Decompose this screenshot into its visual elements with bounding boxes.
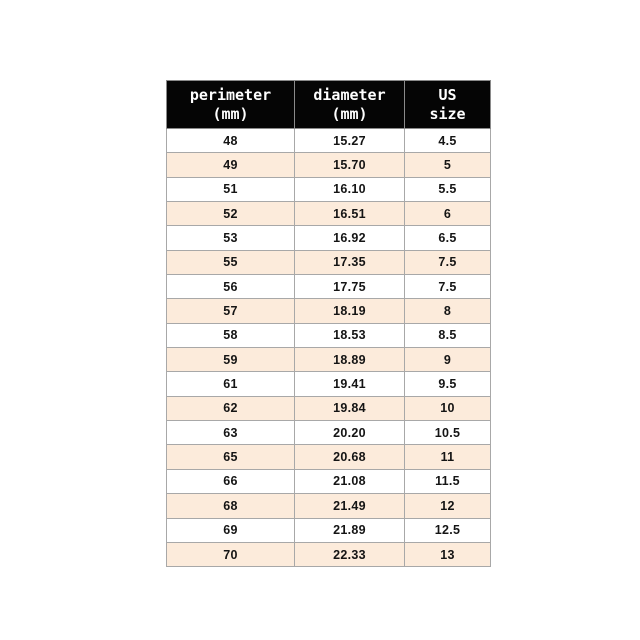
perimeter-cell: 58 xyxy=(167,323,295,347)
table-row xyxy=(167,226,491,250)
column-header-us-size-sub: size xyxy=(429,104,466,123)
us-size-cell: 6.5 xyxy=(405,226,491,250)
diameter-cell: 16.92 xyxy=(295,226,405,250)
diameter-cell: 15.70 xyxy=(295,153,405,177)
table-row xyxy=(167,396,491,420)
table-row xyxy=(167,275,491,299)
us-size-cell: 11.5 xyxy=(405,469,491,493)
diameter-cell: 19.41 xyxy=(295,372,405,396)
diameter-cell: 16.10 xyxy=(295,177,405,201)
us-size-cell: 9.5 xyxy=(405,372,491,396)
us-size-cell: 10.5 xyxy=(405,421,491,445)
column-header-perimeter-label: perimeter xyxy=(189,85,272,104)
table-row xyxy=(167,129,491,153)
diameter-cell: 20.20 xyxy=(295,421,405,445)
diameter-cell: 20.68 xyxy=(295,445,405,469)
perimeter-cell: 52 xyxy=(167,202,295,226)
perimeter-cell: 68 xyxy=(167,494,295,518)
us-size-cell: 10 xyxy=(405,396,491,420)
column-header-perimeter xyxy=(167,81,295,129)
column-header-diameter-unit: (mm) xyxy=(331,104,368,123)
table-row xyxy=(167,542,491,566)
perimeter-cell: 59 xyxy=(167,348,295,372)
us-size-cell: 9 xyxy=(405,348,491,372)
table-row xyxy=(167,372,491,396)
diameter-cell: 21.89 xyxy=(295,518,405,542)
perimeter-cell: 49 xyxy=(167,153,295,177)
column-header-us-size-label: US xyxy=(438,85,457,104)
table-row xyxy=(167,299,491,323)
column-header-diameter-label: diameter xyxy=(313,85,386,104)
table-row xyxy=(167,153,491,177)
diameter-cell: 18.89 xyxy=(295,348,405,372)
diameter-cell: 18.19 xyxy=(295,299,405,323)
perimeter-cell: 56 xyxy=(167,275,295,299)
diameter-cell: 16.51 xyxy=(295,202,405,226)
table-row xyxy=(167,421,491,445)
us-size-cell: 6 xyxy=(405,202,491,226)
table-row xyxy=(167,469,491,493)
ring-size-table xyxy=(166,80,491,567)
diameter-cell: 17.35 xyxy=(295,250,405,274)
us-size-cell: 7.5 xyxy=(405,250,491,274)
table-body xyxy=(167,129,491,567)
us-size-cell: 4.5 xyxy=(405,129,491,153)
table-row xyxy=(167,323,491,347)
table-row xyxy=(167,348,491,372)
table-header-row xyxy=(167,81,491,129)
ring-size-chart xyxy=(166,80,490,567)
perimeter-cell: 65 xyxy=(167,445,295,469)
us-size-cell: 13 xyxy=(405,542,491,566)
diameter-cell: 21.49 xyxy=(295,494,405,518)
table-row xyxy=(167,494,491,518)
us-size-cell: 7.5 xyxy=(405,275,491,299)
perimeter-cell: 63 xyxy=(167,421,295,445)
perimeter-cell: 48 xyxy=(167,129,295,153)
table-row xyxy=(167,250,491,274)
column-header-us-size xyxy=(405,81,491,129)
diameter-cell: 17.75 xyxy=(295,275,405,299)
us-size-cell: 5.5 xyxy=(405,177,491,201)
table-row xyxy=(167,202,491,226)
perimeter-cell: 70 xyxy=(167,542,295,566)
column-header-diameter xyxy=(295,81,405,129)
table-row xyxy=(167,177,491,201)
table-row xyxy=(167,518,491,542)
diameter-cell: 18.53 xyxy=(295,323,405,347)
us-size-cell: 5 xyxy=(405,153,491,177)
diameter-cell: 21.08 xyxy=(295,469,405,493)
column-header-perimeter-unit: (mm) xyxy=(212,104,249,123)
perimeter-cell: 62 xyxy=(167,396,295,420)
perimeter-cell: 53 xyxy=(167,226,295,250)
us-size-cell: 8 xyxy=(405,299,491,323)
perimeter-cell: 51 xyxy=(167,177,295,201)
us-size-cell: 8.5 xyxy=(405,323,491,347)
perimeter-cell: 69 xyxy=(167,518,295,542)
perimeter-cell: 55 xyxy=(167,250,295,274)
table-row xyxy=(167,445,491,469)
diameter-cell: 15.27 xyxy=(295,129,405,153)
diameter-cell: 22.33 xyxy=(295,542,405,566)
perimeter-cell: 66 xyxy=(167,469,295,493)
us-size-cell: 11 xyxy=(405,445,491,469)
perimeter-cell: 61 xyxy=(167,372,295,396)
perimeter-cell: 57 xyxy=(167,299,295,323)
us-size-cell: 12.5 xyxy=(405,518,491,542)
us-size-cell: 12 xyxy=(405,494,491,518)
diameter-cell: 19.84 xyxy=(295,396,405,420)
